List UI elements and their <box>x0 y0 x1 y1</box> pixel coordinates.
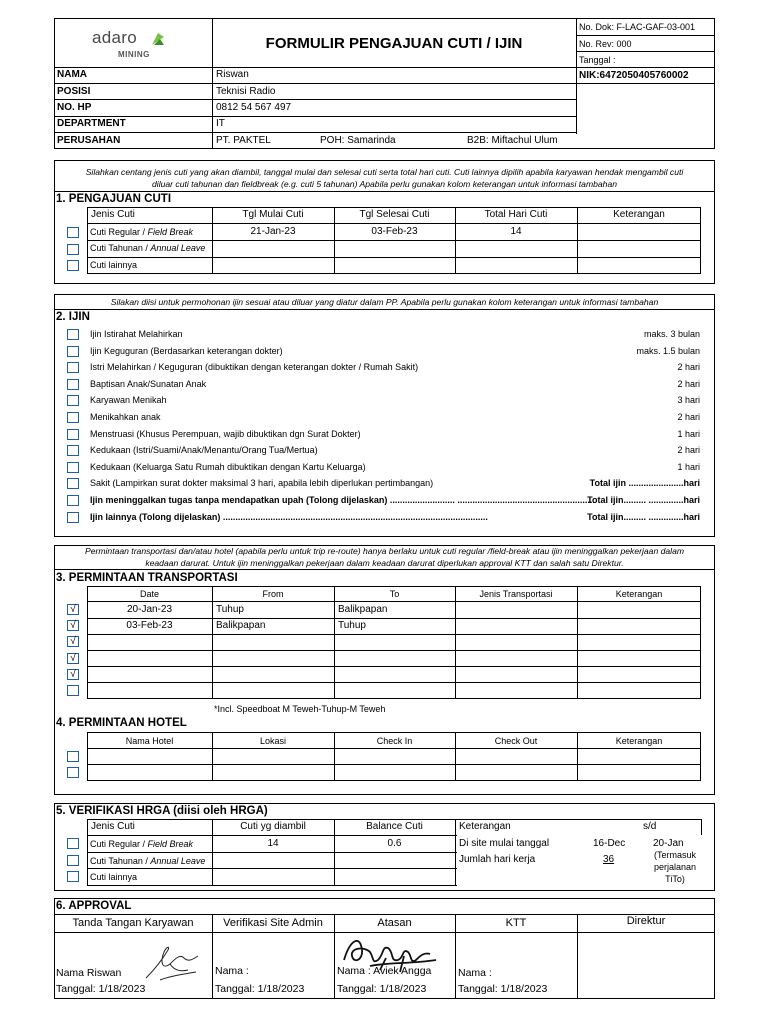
approval-col-direktur: Direktur <box>626 915 666 927</box>
ijin-item-label: Kedukaan (Keluarga Satu Rumah dibuktikan dengan Kartu Keluarga) <box>90 461 366 472</box>
company-logo <box>92 28 182 64</box>
cuti-tahunan-checkbox[interactable] <box>67 244 79 255</box>
check-mark-icon: √ <box>70 620 76 632</box>
phone-value: 0812 54 567 497 <box>216 102 292 113</box>
ijin-checkbox[interactable] <box>67 478 79 489</box>
hotel-section-title: 4. PERMINTAAN HOTEL <box>56 717 187 729</box>
ijin-item-value: Total ijin......... ..............hari <box>587 511 700 522</box>
cuti-note-line2: diluar cuti tahunan dan fieldbreak (e.g. cuti 5 tahunan) Apabila perlu gunakan kolom keterangan untuk informasi tambahan <box>152 179 617 189</box>
verif-row-lainnya: Cuti lainnya <box>90 872 138 882</box>
verif-col-jenis: Jenis Cuti <box>91 821 135 832</box>
ijin-item-value: 1 hari <box>677 461 700 472</box>
employee-signature <box>140 940 202 984</box>
cuti-note-line1: Silahkan centang jenis cuti yang akan diambil, tanggal mulai dan selesai cuti serta total hari cuti. Cuti lainnya dipilih apabila karyawan hendak mengambil cuti <box>85 167 684 177</box>
transport-col-from: From <box>262 589 284 599</box>
ijin-item-value: 2 hari <box>677 362 700 373</box>
ijin-checkbox[interactable] <box>67 346 79 357</box>
ijin-checkbox[interactable] <box>67 462 79 473</box>
header-date: Tanggal : <box>579 55 616 65</box>
ijin-checkbox[interactable] <box>67 379 79 390</box>
ijin-checkbox[interactable] <box>67 429 79 440</box>
employee-name: Nama Riswan <box>56 967 122 979</box>
hotel-row1-checkbox[interactable] <box>67 751 79 762</box>
cuti-row-tahunan: Cuti Tahunan / Annual Leave <box>90 243 206 253</box>
ijin-item-label: Menikahkan anak <box>90 412 161 422</box>
transport-footnote: *Incl. Speedboat M Teweh-Tuhup-M Teweh <box>214 704 386 714</box>
transport-col-keterangan: Keterangan <box>615 589 663 599</box>
transport-row-checkbox[interactable] <box>67 685 79 696</box>
ijin-checkbox[interactable] <box>67 362 79 373</box>
check-mark-icon: √ <box>70 636 76 648</box>
employee-date: Tanggal: 1/18/2023 <box>56 983 146 995</box>
ijin-item-label: Sakit (Lampirkan surat dokter maksimal 3 hari, apabila lebih diperlukan pertimbangan) <box>90 478 434 489</box>
ijin-item-value: maks. 1.5 bulan <box>636 345 700 356</box>
ijin-item-value: Total ijin......... ..............hari <box>587 495 700 505</box>
cuti-total-days: 14 <box>510 226 522 237</box>
verif-cuti-diambil: 14 <box>267 838 279 849</box>
ktt-name: Nama : <box>458 967 492 979</box>
department-value: IT <box>216 118 225 129</box>
approval-col-ktt: KTT <box>505 917 527 929</box>
ijin-item-value: 2 hari <box>677 445 700 456</box>
logo-wordmark: adaro <box>92 28 137 47</box>
cuti-col-mulai: Tgl Mulai Cuti <box>242 209 304 220</box>
verif-lainnya-checkbox[interactable] <box>67 871 79 882</box>
position-label: POSISI <box>57 86 91 97</box>
ijin-note: Silakan diisi untuk permohonan ijin sesuai atau diluar yang diatur dalam PP. Apabila perlu gunakan kolom keterangan untuk informasi tambahan <box>110 297 659 307</box>
verif-regular-checkbox[interactable] <box>67 838 79 849</box>
ijin-item-value: 1 hari <box>677 428 700 439</box>
hotel-col-lokasi: Lokasi <box>259 736 286 746</box>
onsite-to: 20-Jan <box>653 838 684 849</box>
form-title: FORMULIR PENGAJUAN CUTI / IJIN <box>265 35 523 52</box>
verif-section-title: 5. VERIFIKASI HRGA (diisi oleh HRGA) <box>56 805 268 817</box>
check-mark-icon: √ <box>70 604 76 615</box>
ijin-checkbox[interactable] <box>67 395 79 406</box>
transport-from: Balikpapan <box>216 620 266 632</box>
cuti-lainnya-checkbox[interactable] <box>67 260 79 271</box>
verif-balance-cuti: 0.6 <box>387 838 402 849</box>
approval-section-title: 6. APPROVAL <box>56 900 132 912</box>
ijin-item-label: Menstruasi (Khusus Perempuan, wajib dibuktikan dgn Surat Dokter) <box>90 428 361 439</box>
cuti-start-date: 21-Jan-23 <box>250 226 296 237</box>
cuti-col-selesai: Tgl Selesai Cuti <box>359 209 430 220</box>
cuti-section-title: 1. PENGAJUAN CUTI <box>56 193 172 205</box>
admin-name: Nama : <box>215 965 249 977</box>
ijin-item-label: Baptisan Anak/Sunatan Anak <box>90 378 207 389</box>
cuti-col-jenis: Jenis Cuti <box>91 209 135 220</box>
admin-date: Tanggal: 1/18/2023 <box>215 983 305 995</box>
hotel-col-checkin: Check In <box>376 736 413 746</box>
cuti-row-lainnya: Cuti lainnya <box>90 260 138 270</box>
ijin-item-value: Total ijin ......................hari <box>589 478 700 489</box>
ijin-item-label: Istri Melahirkan / Keguguran (dibuktikan dengan keterangan dokter / Rumah Sakit) <box>90 362 419 373</box>
cuti-regular-checkbox[interactable] <box>67 227 79 238</box>
department-label: DEPARTMENT <box>57 118 126 129</box>
verif-col-diambil: Cuti yg diambil <box>240 821 306 832</box>
ijin-item-value: 2 hari <box>677 378 700 389</box>
phone-label: NO. HP <box>57 102 92 113</box>
verif-tahunan-checkbox[interactable] <box>67 855 79 866</box>
verif-col-sd: s/d <box>643 821 657 832</box>
ijin-item-label: Ijin Keguguran (Berdasarkan keterangan dokter) <box>90 345 283 356</box>
cuti-col-keterangan: Keterangan <box>613 209 665 220</box>
b2b-value: B2B: Miftachul Ulum <box>467 135 558 146</box>
transport-date: 03-Feb-23 <box>126 620 173 632</box>
doc-number: No. Dok: F-LAC-GAF-03-001 <box>579 22 696 32</box>
transport-col-to: To <box>389 589 400 599</box>
workdays-value: 36 <box>603 854 615 865</box>
ijin-item-label: Karyawan Menikah <box>90 395 167 406</box>
hotel-col-nama: Nama Hotel <box>125 736 174 746</box>
ijin-checkbox[interactable] <box>67 412 79 423</box>
transport-note-line1: Permintaan transportasi dan/atau hotel (apabila perlu untuk trip re-route) hanya berlaku untuk cuti regular /field-break atau ijin meninggalkan pekerjaan dalam <box>84 546 685 556</box>
transport-section-title: 3. PERMINTAAN TRANSPORTASI <box>56 572 238 584</box>
transport-to: Balikpapan <box>338 604 388 615</box>
company-label: PERUSAHAN <box>57 135 121 146</box>
verif-row-regular: Cuti Regular / Field Break <box>90 839 194 849</box>
cuti-col-total: Total Hari Cuti <box>484 209 548 220</box>
approval-col-admin: Verifikasi Site Admin <box>223 917 323 929</box>
onsite-from: 16-Dec <box>593 838 626 849</box>
hotel-col-keterangan: Keterangan <box>615 736 663 746</box>
workdays-label: Jumlah hari kerja <box>459 854 536 865</box>
ijin-checkbox[interactable] <box>67 495 79 506</box>
ijin-item-value: maks. 3 bulan <box>643 329 700 339</box>
approval-col-atasan: Atasan <box>377 917 412 929</box>
cuti-end-date: 03-Feb-23 <box>371 226 418 237</box>
ijin-checkbox[interactable] <box>67 445 79 456</box>
hotel-row2-checkbox[interactable] <box>67 767 79 778</box>
logo-subtitle: MINING <box>118 50 150 59</box>
ktt-date: Tanggal: 1/18/2023 <box>458 983 548 995</box>
workdays-note-1: (Termasuk <box>653 850 696 860</box>
ijin-checkbox[interactable] <box>67 329 79 340</box>
ijin-item-label: Ijin meninggalkan tugas tanpa mendapatkan upah (Tolong dijelaskan) .......................... ....................................................... <box>90 495 595 505</box>
ijin-item-label: Ijin lainnya (Tolong dijelaskan) .......................................................................................................... <box>90 511 488 522</box>
ijin-item-label: Kedukaan (Istri/Suami/Anak/Menantu/Orang Tua/Mertua) <box>90 445 318 456</box>
verif-col-balance: Balance Cuti <box>366 821 423 832</box>
approval-col-karyawan: Tanda Tangan Karyawan <box>72 917 194 929</box>
ijin-checkbox[interactable] <box>67 512 79 523</box>
transport-date: 20-Jan-23 <box>126 604 173 615</box>
name-value: Riswan <box>216 69 249 80</box>
verif-row-tahunan: Cuti Tahunan / Annual Leave <box>90 856 206 866</box>
transport-note-line2: keadaan darurat. Untuk ijin meninggalkan pekerjaan dalam keadaan darurat diperlukan approval KTT dan salah satu Direktur. <box>145 558 624 568</box>
transport-col-jenis: Jenis Transportasi <box>479 589 553 599</box>
ijin-item-value: 3 hari <box>677 395 700 406</box>
hotel-col-checkout: Check Out <box>494 736 538 746</box>
atasan-date: Tanggal: 1/18/2023 <box>337 983 427 995</box>
workdays-note-2: perjalanan <box>653 862 697 872</box>
transport-from: Tuhup <box>216 604 244 615</box>
check-mark-icon: √ <box>70 668 76 680</box>
onsite-label: Di site mulai tanggal <box>459 838 550 849</box>
transport-col-date: Date <box>139 589 159 599</box>
ijin-section-title: 2. IJIN <box>56 311 90 323</box>
ijin-item-value: 2 hari <box>677 412 700 422</box>
verif-col-keterangan: Keterangan <box>459 821 511 832</box>
nik-value: NIK:6472050405760002 <box>579 70 689 81</box>
ijin-item-label: Ijin Istirahat Melahirkan <box>90 329 183 339</box>
company-value: PT. PAKTEL <box>216 135 271 146</box>
position-value: Teknisi Radio <box>216 86 276 97</box>
name-label: NAMA <box>57 69 87 80</box>
revision-number: No. Rev: 000 <box>579 39 632 49</box>
logo-leaf-icon <box>150 31 166 47</box>
transport-to: Tuhup <box>338 620 366 632</box>
poh-value: POH: Samarinda <box>320 135 396 146</box>
check-mark-icon: √ <box>70 652 76 664</box>
atasan-name: Nama : Aviek Angga <box>337 965 432 977</box>
cuti-row-regular: Cuti Regular / Field Break <box>90 227 194 237</box>
workdays-note-3: TiTo) <box>665 874 685 884</box>
